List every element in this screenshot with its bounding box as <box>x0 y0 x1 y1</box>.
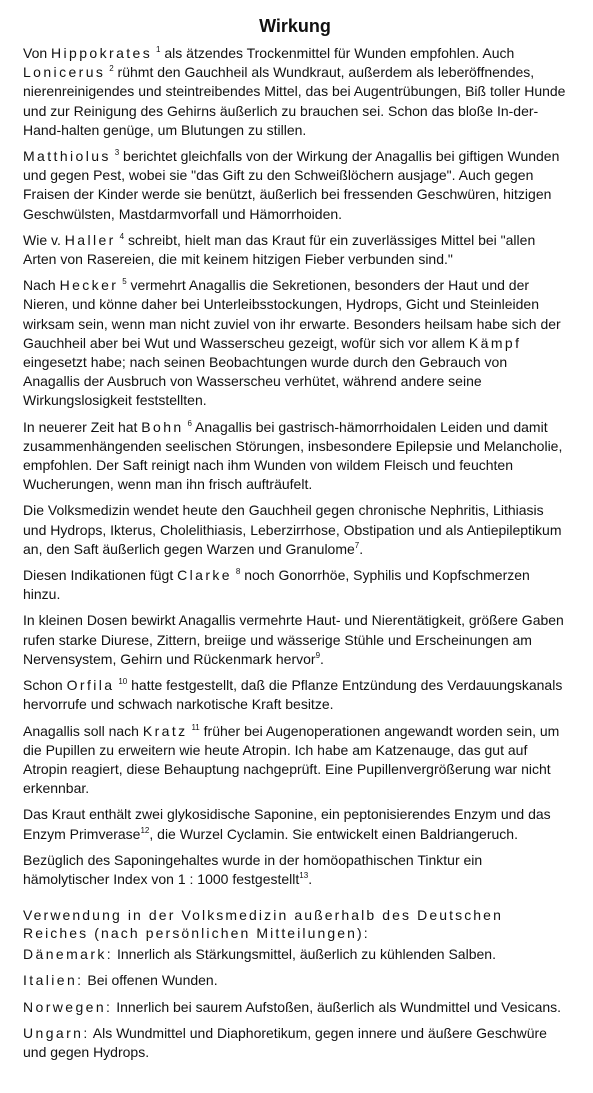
text-run: Von <box>23 45 52 61</box>
text-run: Anagallis soll nach <box>23 722 143 739</box>
footnote-ref: 10 <box>118 677 128 687</box>
paragraph <box>23 276 567 410</box>
author-name: Hecker <box>59 277 119 294</box>
text-run: berichtet gleichfalls von der Wirkung der Anagallis bei giftigen Wunden und gegen Pest, wobei sie "das Gift zu den Schweißlöchern ausjage". Auch gegen Fraisen der Kinder werde sie benützt, äußerlich bei fressenden Geschwüren, hitzigen Geschwülsten, Mastdarmvorfall und Hämorrhoiden. <box>23 148 560 222</box>
text-run: als ätzendes Trockenmittel für Wunden empfohlen. Auch <box>160 45 515 61</box>
country-usage-text: Innerlich als Stärkungsmittel, äußerlich zu kühlenden Salben. <box>116 946 496 963</box>
text-run: , die Wurzel Cyclamin. Sie entwickelt einen Baldriangeruch. <box>149 825 518 842</box>
footnote-ref: 2 <box>109 64 114 74</box>
footnote-ref: 1 <box>156 45 161 54</box>
text-run: Schon <box>23 677 67 694</box>
country-entry <box>23 971 567 990</box>
author-name: Bohn <box>141 418 184 435</box>
footnote-ref: 5 <box>122 277 127 287</box>
body-text <box>23 44 567 889</box>
text-run: Nach <box>23 277 60 294</box>
text-run: Diesen Indikationen fügt <box>23 567 178 584</box>
paragraph <box>23 611 567 669</box>
usage-heading: Verwendung in der Volksmedizin außerhalb des Deutschen Reiches (nach persönlichen Mitteilungen): <box>23 907 503 942</box>
footnote-ref: 12 <box>140 825 150 835</box>
usage-list <box>23 945 567 1062</box>
author-name: Kämpf <box>468 334 522 351</box>
text-run: Anagallis bei gastrisch-hämorrhoidalen Leiden und damit zusammenhängenden seelischen Störungen, insbesondere Epilepsie und Melancholie, empfohlen. Der Saft reinigt nach ihm Wunden von wildem Fleisch und feuchten Wucherungen, wenn man ihn frisch aufträufelt. <box>23 418 563 493</box>
country-usage-text: Bei offenen Wunden. <box>87 972 218 989</box>
text-run: . <box>359 540 364 557</box>
text-run: vermehrt Anagallis die Sekretionen, besonders der Haut und der Nieren, und könne daher bei Unterleibsstockungen, Hydrops, Gicht und Steinleiden wirksam sein, wenn man nicht zuviel von ihr erwarte. Besonders heilsam habe sich der Gauchheil aber bei Wut und Wasserscheu gezeigt, wofür sich vor allem <box>23 277 561 351</box>
author-name: Clarke <box>177 567 232 584</box>
paragraph <box>23 44 567 140</box>
author-name: Kratz <box>142 722 188 739</box>
country-colon: : <box>106 998 113 1015</box>
text-run: In neuerer Zeit hat <box>23 418 142 435</box>
footnote-ref: 8 <box>235 567 241 577</box>
paragraph <box>23 851 567 889</box>
footnote-ref: 7 <box>354 540 360 550</box>
country-usage-text: Als Wundmittel und Diaphoretikum, gegen innere und äußere Geschwüre und gegen Hydrops. <box>23 1024 547 1060</box>
footnote-ref: 6 <box>187 418 192 428</box>
author-name: Orfila <box>66 677 115 694</box>
author-name: Haller <box>64 231 116 248</box>
country-colon: : <box>77 972 84 989</box>
country-name: Norwegen <box>23 998 107 1015</box>
paragraph <box>23 418 567 495</box>
country-colon: : <box>83 1024 90 1041</box>
section-title: Wirkung <box>259 16 331 36</box>
footnote-ref: 4 <box>119 231 125 241</box>
country-name: Dänemark <box>23 946 107 963</box>
author-name: Lonicerus <box>23 64 106 81</box>
country-entry <box>23 998 567 1017</box>
text-run: Bezüglich des Saponingehaltes wurde in der homöopathischen Tinktur ein hämolytischer Index von 1 : 1000 festgestellt <box>23 851 483 887</box>
footnote-ref: 9 <box>315 650 321 660</box>
country-entry <box>23 1024 567 1062</box>
text-run: Wie v. <box>23 231 65 248</box>
text-run: hatte festgestellt, daß die Pflanze Entzündung des Verdauungskanals hervorrufe und schwach narkotische Kraft besitze. <box>23 677 563 713</box>
text-run: Das Kraut enthält zwei glykosidische Saponine, ein peptonisierendes Enzym und das Enzym Primverase <box>23 806 551 842</box>
text-run: Die Volksmedizin wendet heute den Gauchheil gegen chronische Nephritis, Lithiasis und Hydrops, Ikterus, Cholelithiasis, Leberzirrhose, Obstipation und als Antiepileptikum an, den Saft äußerlich gegen Warzen und Granulome <box>23 502 562 557</box>
text-run: In kleinen Dosen bewirkt Anagallis vermehrte Haut- und Nierentätigkeit, größere Gaben rufen starke Diurese, Zittern, breiige und wässerige Stühle und Erscheinungen am Nervensystem, Gehirn und Rückenmark hervor <box>23 612 564 667</box>
paragraph <box>23 566 567 604</box>
paragraph <box>23 147 567 224</box>
text-run: rühmt den Gauchheil als Wundkraut, außerdem als leberöffnendes, nierenreinigendes und steintreibendes Mittel, das bei Augentrübungen, Biß toller Hunde und zur Reinigung des Gehirns äußerlich zu brauchen sei. Schon das bloße In-der-Hand-halten genüge, um Blutungen zu stillen. <box>23 64 566 138</box>
text-run: . <box>320 650 324 667</box>
country-usage-text: Innerlich bei saurem Aufstoßen, äußerlich als Wundmittel und Vesicans. <box>116 998 562 1015</box>
text-run: . <box>308 870 313 887</box>
text-run: früher bei Augenoperationen angewandt worden sein, um die Pupillen zu erweitern wie heute Atropin. Ich habe am Katzenauge, das gut auf Atropin reagiert, diese Behauptung nachgeprüft. Eine Pupillenvergrößerung war nicht erkennbar. <box>23 722 560 797</box>
country-colon: : <box>106 946 114 963</box>
text-run: noch Gonorrhöe, Syphilis und Kopfschmerzen hinzu. <box>23 567 530 603</box>
country-entry <box>23 945 567 964</box>
footnote-ref: 11 <box>191 722 200 732</box>
footnote-ref: 3 <box>114 148 120 158</box>
author-name: Matthiolus <box>23 148 111 165</box>
paragraph <box>23 501 567 559</box>
footnote-ref: 13 <box>299 870 309 880</box>
country-name: Ungarn <box>23 1024 84 1041</box>
country-name: Italien <box>23 972 78 989</box>
text-run: eingesetzt habe; nach seinen Beobachtungen wurde durch den Gebrauch von Anagallis der Ausbruch von Wasserscheu verhütet, während andere seine Wirkungslosigkeit feststellten. <box>23 354 508 409</box>
author-name: Hippokrates <box>51 45 153 61</box>
paragraph <box>23 805 567 843</box>
paragraph <box>23 676 567 714</box>
paragraph <box>23 231 567 269</box>
text-run: schreibt, hielt man das Kraut für ein zuverlässiges Mittel bei "allen Arten von Rasereien, die mit keinem hitzigen Fieber verbunden sind." <box>23 231 536 268</box>
paragraph <box>23 722 567 799</box>
